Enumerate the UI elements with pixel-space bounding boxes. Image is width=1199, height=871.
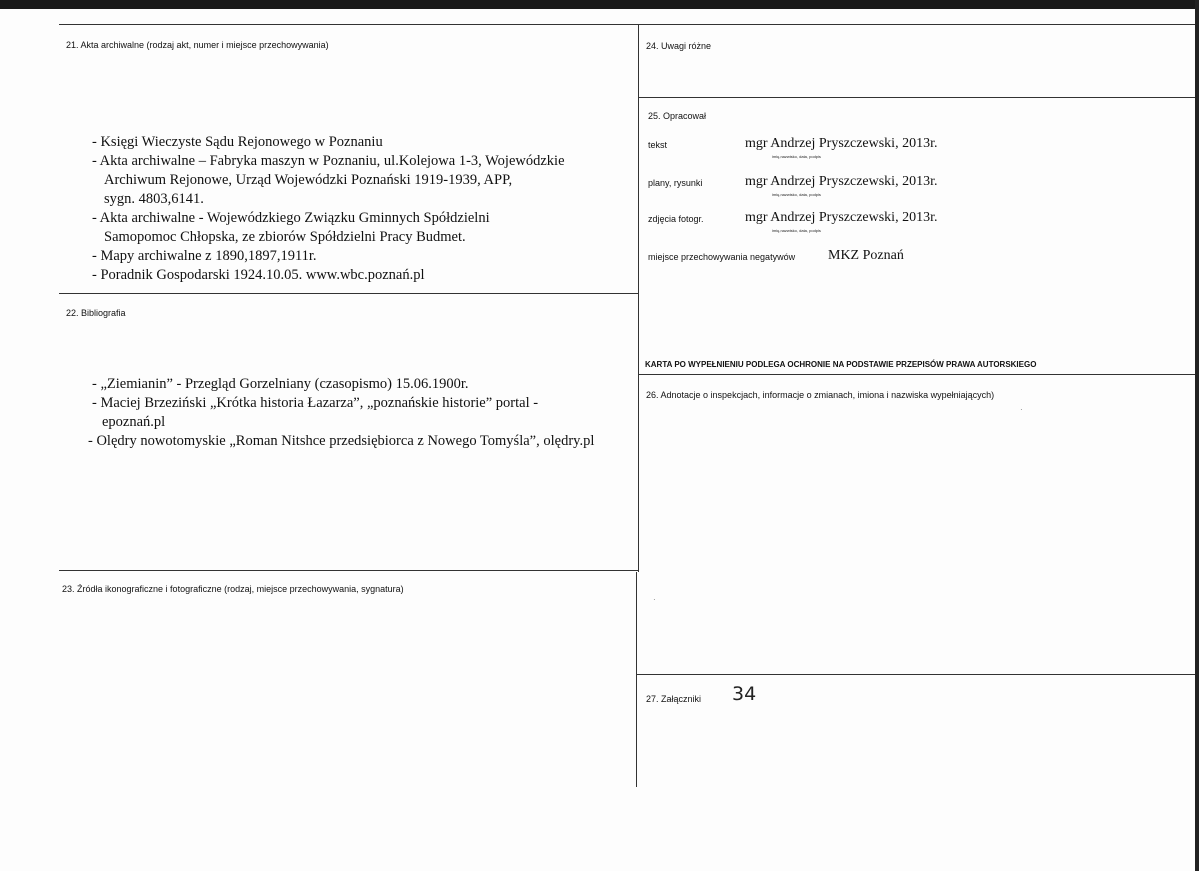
section-25-heading: 25. Opracował <box>648 111 707 121</box>
form-top-line <box>59 24 1195 25</box>
negatives-label: miejsce przechowywania negatywów <box>648 252 796 262</box>
row-label-tekst: tekst <box>648 140 668 150</box>
divider-25-26 <box>638 374 1195 375</box>
section-22-line: - Maciej Brzeziński „Krótka historia Łazarza”, „poznańskie historie” portal - <box>92 395 539 411</box>
section-26-heading: 26. Adnotacje o inspekcjach, informacje o zmianach, imiona i nazwiska wypełniających) <box>646 390 995 400</box>
scan-right-border <box>1195 0 1199 871</box>
scan-speck: · <box>1020 405 1023 414</box>
row-caption-zdjecia: imię,nazwisko, data, podpis <box>772 228 821 233</box>
section-21-body <box>92 133 632 285</box>
section-21-line: - Poradnik Gospodarski 1924.10.05. www.wbc.poznań.pl <box>92 267 425 283</box>
scan-top-border <box>0 0 1199 9</box>
column-divider-lower <box>636 572 637 787</box>
copyright-note: KARTA PO WYPEŁNIENIU PODLEGA OCHRONIE NA PODSTAWIE PRZEPISÓW PRAWA AUTORSKIEGO <box>645 360 1037 369</box>
section-21-line: Samopomoc Chłopska, ze zbiorów Spółdzielni Pracy Budmet. <box>104 229 466 245</box>
section-22-line: epoznań.pl <box>102 414 166 430</box>
row-label-zdjecia: zdjęcia fotogr. <box>648 214 704 224</box>
section-21-line: - Akta archiwalne - Wojewódzkiego Związku Gminnych Spółdzielni <box>92 210 490 226</box>
section-21-heading: 21. Akta archiwalne (rodzaj akt, numer i miejsce przechowywania) <box>66 40 329 50</box>
section-22-line: - „Ziemianin” - Przegląd Gorzelniany (czasopismo) 15.06.1900r. <box>92 376 469 392</box>
section-21-line: - Księgi Wieczyste Sądu Rejonowego w Poznaniu <box>92 134 383 150</box>
divider-24-25 <box>638 97 1195 98</box>
row-label-plany: plany, rysunki <box>648 178 703 188</box>
section-21-line: - Mapy archiwalne z 1890,1897,1911r. <box>92 248 317 264</box>
column-divider <box>638 24 639 572</box>
attachments-handwritten-value: 34 <box>732 683 757 705</box>
section-23-heading: 23. Źródła ikonograficzne i fotograficzne (rodzaj, miejsce przechowywania, sygnatura) <box>62 584 404 594</box>
negatives-value: MKZ Poznań <box>828 248 904 263</box>
row-value-plany: mgr Andrzej Pryszczewski, 2013r. <box>745 174 938 189</box>
row-value-tekst: mgr Andrzej Pryszczewski, 2013r. <box>745 136 938 151</box>
divider-21-22 <box>59 293 638 294</box>
section-22-line: - Olędry nowotomyskie „Roman Nitshce przedsiębiorca z Nowego Tomyśla”, olędry.pl <box>88 433 595 449</box>
section-21-line: - Akta archiwalne – Fabryka maszyn w Poznaniu, ul.Kolejowa 1-3, Wojewódzkie <box>92 153 565 169</box>
section-21-line: Archiwum Rejonowe, Urząd Wojewódzki Poznański 1919-1939, APP, <box>104 172 513 188</box>
section-22-body <box>88 375 633 451</box>
divider-26-27 <box>636 674 1195 675</box>
section-27-heading: 27. Załączniki <box>646 694 702 704</box>
scan-speck: · <box>653 595 656 604</box>
row-caption-tekst: imię,nazwisko, data, podpis <box>772 154 821 159</box>
row-caption-plany: imię,nazwisko, data, podpis <box>772 192 821 197</box>
row-value-zdjecia: mgr Andrzej Pryszczewski, 2013r. <box>745 210 938 225</box>
divider-22-23 <box>59 570 638 571</box>
section-22-heading: 22. Bibliografia <box>66 308 126 318</box>
section-21-line: sygn. 4803,6141. <box>104 191 204 207</box>
section-24-heading: 24. Uwagi różne <box>646 41 712 51</box>
